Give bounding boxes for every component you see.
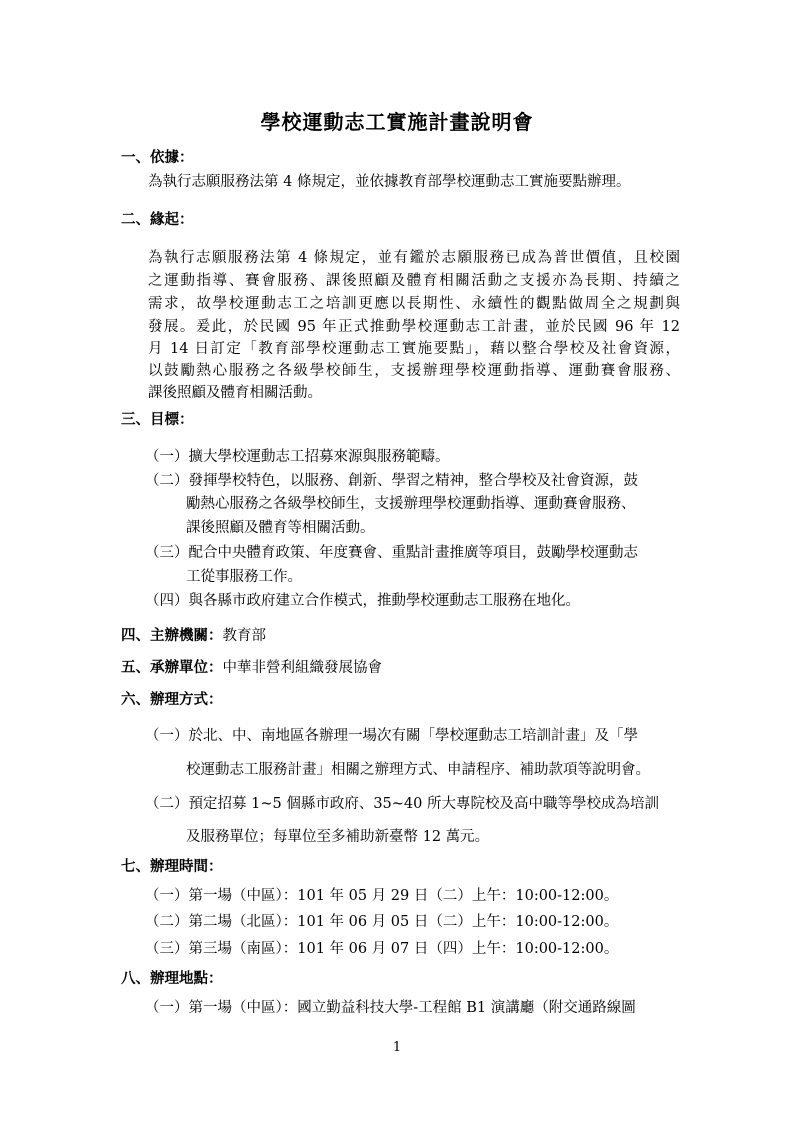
- section-2-line: 以鼓勵熱心服務之各級學校師生，支援辦理學校運動指導、運動賽會服務、: [148, 363, 680, 379]
- page-number: 1: [392, 1040, 402, 1055]
- executing-unit-name: 中華非營利組織發展協會: [222, 660, 382, 676]
- method-item-continued: 及服務單位；每單位至多補助新臺幣 12 萬元。: [186, 829, 490, 845]
- section-8-heading: 八、辦理地點：: [121, 970, 223, 987]
- schedule-item: （二）第二場（北區）：101 年 06 月 05 日（二）上午：10:00-12:00。: [145, 914, 619, 930]
- section-2-line: 發展。爰此，於民國 95 年正式推動學校運動志工計畫，並於民國 96 年 12: [148, 319, 680, 335]
- section-2-line: 之運動指導、賽會服務、課後照顧及體育相關活動之支援亦為長期、持續之: [148, 273, 680, 289]
- method-item: （二）預定招募 1~5 個縣市政府、35~40 所大專院校及高中職等學校成為培訓: [145, 796, 659, 812]
- section-5-row: [121, 658, 382, 678]
- organizer-name: 教育部: [222, 628, 266, 644]
- goal-item: （一）擴大學校運動志工招募來源與服務範疇。: [145, 449, 450, 465]
- schedule-item: （三）第三場（南區）：101 年 06 月 07 日（四）上午：10:00-12:00。: [145, 941, 619, 957]
- section-4-row: [121, 626, 266, 646]
- section-5-heading: 五、承辦單位：: [121, 659, 223, 676]
- section-2-heading: 二、緣起：: [121, 211, 194, 228]
- venue-item: （一）第一場（中區）：國立勤益科技大學-工程館 B1 演講廳（附交通路線圖: [145, 1000, 636, 1016]
- goal-item-continued: 工從事服務工作。: [186, 569, 302, 585]
- section-6-heading: 六、辦理方式：: [121, 691, 223, 708]
- section-1-heading: 一、依據：: [121, 149, 194, 166]
- document-title: 學校運動志工實施計畫說明會: [260, 110, 534, 134]
- section-3-heading: 三、目標：: [121, 411, 194, 428]
- goal-item: （三）配合中央體育政策、年度賽會、重點計畫推廣等項目，鼓勵學校運動志: [145, 545, 638, 561]
- section-7-heading: 七、辦理時間：: [121, 858, 223, 875]
- goal-item-continued: 課後照顧及體育等相關活動。: [186, 520, 375, 536]
- section-1-text: 為執行志願服務法第 4 條規定，並依據教育部學校運動志工實施要點辦理。: [148, 174, 631, 190]
- schedule-item: （一）第一場（中區）：101 年 05 月 29 日（二）上午：10:00-12:00。: [145, 888, 619, 904]
- method-item-continued: 校運動志工服務計畫」相關之辦理方式、申請程序、補助款項等說明會。: [186, 762, 650, 778]
- goal-item: （四）與各縣市政府建立合作模式，推動學校運動志工服務在地化。: [145, 593, 580, 609]
- section-2-line: 課後照顧及體育相關活動。: [148, 385, 322, 401]
- method-item: （一）於北、中、南地區各辦理一場次有關「學校運動志工培訓計畫」及「學: [145, 728, 638, 744]
- section-2-line: 為執行志願服務法第 4 條規定，並有鑑於志願服務已成為普世價值，且校園: [148, 250, 680, 266]
- goal-item-continued: 勵熱心服務之各級學校師生，支援辦理學校運動指導、運動賽會服務、: [186, 496, 636, 512]
- goal-item: （二）發揮學校特色，以服務、創新、學習之精神，整合學校及社會資源，鼓: [145, 473, 638, 489]
- section-2-line: 月 14 日訂定「教育部學校運動志工實施要點」，藉以整合學校及社會資源，: [148, 341, 680, 357]
- section-2-line: 需求，故學校運動志工之培訓更應以長期性、永續性的觀點做周全之規劃與: [148, 296, 680, 312]
- section-4-heading: 四、主辦機關：: [121, 627, 223, 644]
